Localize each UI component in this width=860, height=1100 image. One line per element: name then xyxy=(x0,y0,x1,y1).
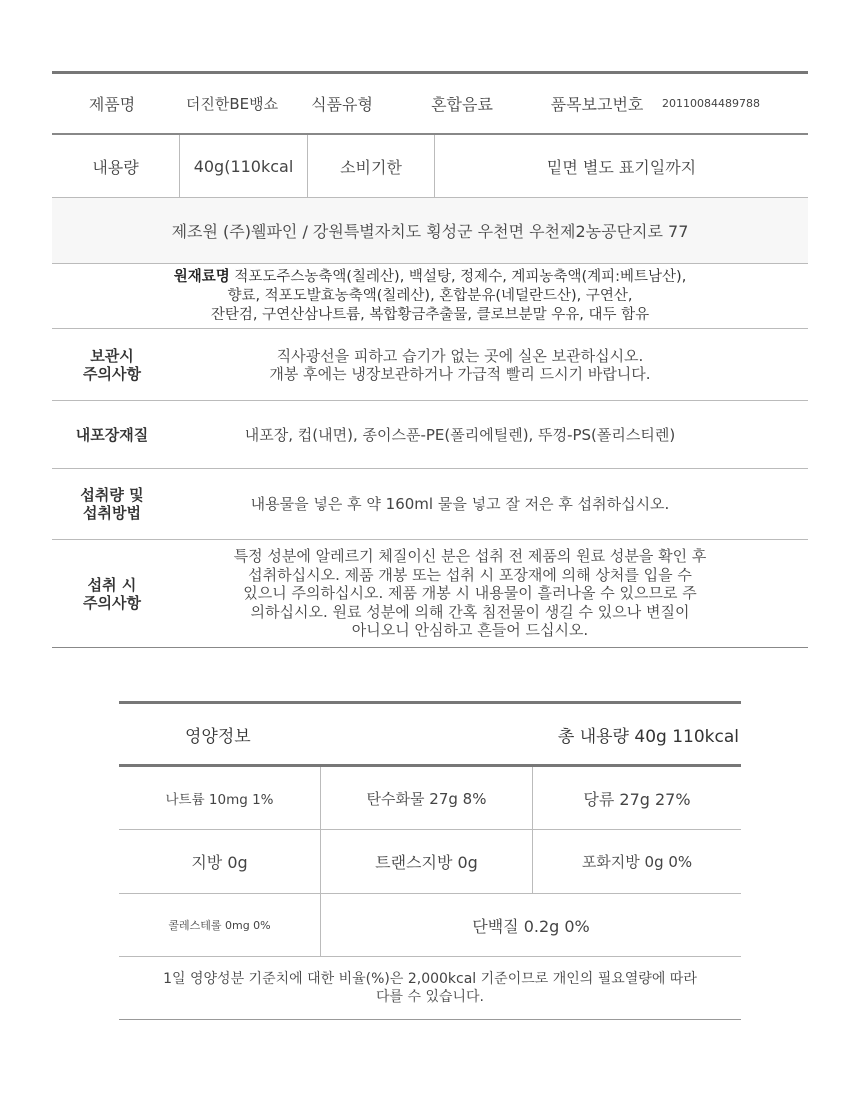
ingredients-row xyxy=(52,264,808,329)
manufacturer-row xyxy=(52,198,808,264)
nutrition-total: 총 내용량 40g 110kcal xyxy=(557,726,739,747)
storage-row xyxy=(52,329,808,401)
cholesterol-cell: 콜레스테롤 0mg 0% xyxy=(119,894,321,956)
manufacturer-text: 제조원 (주)웰파인 / 강원특별자치도 횡성군 우천면 우천제2농공단지로 77 xyxy=(171,222,689,241)
caution-label xyxy=(52,576,172,612)
storage-label-line-2: 주의사항 xyxy=(83,364,141,383)
expiry-label: 소비기한 xyxy=(308,135,435,197)
nutrition-footnote-line-2: 다를 수 있습니다. xyxy=(375,989,484,1005)
caution-label-line-1: 섭취 시 xyxy=(87,575,137,594)
volume-label: 내용량 xyxy=(52,135,180,197)
caution-text xyxy=(172,547,808,640)
caution-text-line-1: 특정 성분에 알레르기 체질이신 분은 섭취 전 제품의 원료 성분을 확인 후 xyxy=(233,547,707,566)
product-name-value: 더진한BE뱅쇼 xyxy=(185,95,279,113)
packaging-label: 내포장재질 xyxy=(75,425,149,444)
product-name-label: 제품명 xyxy=(88,95,136,114)
intake-row xyxy=(52,469,808,540)
volume-value: 40g(110kcal xyxy=(180,135,308,197)
trans-fat-cell: 트랜스지방 0g xyxy=(321,830,533,893)
packaging-text: 내포장, 컵(내면), 종이스푼-PE(폴리에틸렌), 뚜껑-PS(폴리스티렌) xyxy=(244,425,676,444)
caution-text-line-4: 의하십시오. 원료 성분에 의해 간혹 침전물이 생길 수 있으나 변질이 xyxy=(250,602,690,621)
nutrition-table xyxy=(119,701,741,1020)
ingredients-label: 원재료명 xyxy=(173,268,230,285)
storage-text-line-1: 직사광선을 피하고 습기가 없는 곳에 실온 보관하십시오. xyxy=(276,346,644,365)
nutrition-header xyxy=(119,704,741,767)
report-number-label: 품목보고번호 xyxy=(550,95,644,114)
ingredients-line-2: 향료, 적포도발효농축액(칠레산), 혼합분유(네덜란드산), 구연산, xyxy=(227,287,633,304)
volume-expiry-row xyxy=(52,135,808,198)
sat-fat-cell: 포화지방 0g 0% xyxy=(581,853,693,871)
ingredients-text-1: 적포도주스농축액(칠레산), 백설탕, 정제수, 계피농축액(계피:베트남산), xyxy=(234,268,687,285)
intake-text: 내용물을 넣은 후 약 160ml 물을 넣고 잘 저은 후 섭취하십시오. xyxy=(250,495,670,513)
protein-cell: 단백질 0.2g 0% xyxy=(472,916,590,936)
storage-label xyxy=(52,347,172,383)
intake-label-line-1: 섭취량 및 xyxy=(80,486,144,504)
nutrition-row-3 xyxy=(119,894,741,957)
sodium-cell: 나트륨 10mg 1% xyxy=(119,767,321,829)
product-summary-row xyxy=(52,74,808,135)
nutrition-footnote xyxy=(119,957,741,1020)
carbs-cell: 탄수화물 27g 8% xyxy=(321,767,533,829)
intake-label xyxy=(52,486,172,522)
fat-cell: 지방 0g xyxy=(119,830,321,893)
nutrition-row-1 xyxy=(119,767,741,830)
sugars-cell: 당류 27g 27% xyxy=(583,789,691,809)
food-type-label: 식품유형 xyxy=(311,95,373,114)
nutrition-row-2 xyxy=(119,830,741,894)
caution-label-line-2: 주의사항 xyxy=(83,593,141,612)
intake-label-line-2: 섭취방법 xyxy=(83,504,141,522)
storage-text-line-2: 개봉 후에는 냉장보관하거나 가급적 빨리 드시기 바랍니다. xyxy=(269,364,651,383)
packaging-row xyxy=(52,401,808,469)
report-number-value: 20110084489788 xyxy=(662,97,760,110)
ingredients-line-1 xyxy=(174,268,687,287)
storage-text xyxy=(172,347,808,383)
product-info-table xyxy=(52,71,808,648)
caution-row xyxy=(52,540,808,648)
nutrition-title: 영양정보 xyxy=(185,726,251,747)
caution-text-line-5: 아니오니 안심하고 흔들어 드십시오. xyxy=(351,621,589,640)
storage-label-line-1: 보관시 xyxy=(90,346,134,365)
caution-text-line-3: 있으니 주의하십시오. 제품 개봉 시 내용물이 흘러나올 수 있으므로 주 xyxy=(243,584,697,603)
expiry-value: 밑면 별도 표기일까지 xyxy=(546,157,697,177)
ingredients-line-3: 잔탄검, 구연산삼나트륨, 복합황금추출물, 클로브분말 우유, 대두 함유 xyxy=(210,306,650,323)
caution-text-line-2: 섭취하십시오. 제품 개봉 또는 섭취 시 포장재에 의해 상처를 입을 수 xyxy=(248,565,692,584)
food-type-value: 혼합음료 xyxy=(431,95,493,114)
nutrition-footnote-line-1: 1일 영양성분 기준치에 대한 비율(%)은 2,000kcal 기준이므로 개인의 필요열량에 따라 xyxy=(163,971,697,987)
